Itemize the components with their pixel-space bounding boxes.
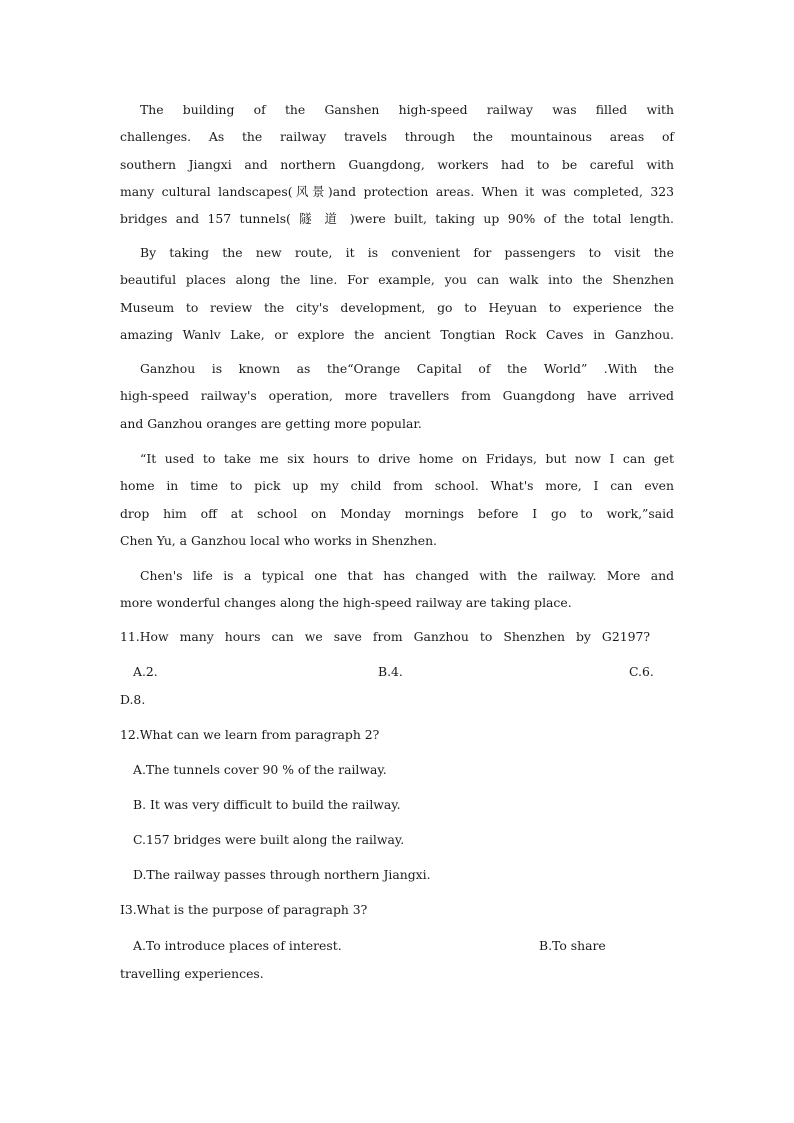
question-13-option-a[interactable]: A.To introduce places of interest. — [133, 938, 342, 953]
question-11-stem: 11.How many hours can we save from Ganzhou to Shenzhen by G2197? — [120, 629, 650, 644]
text-line: drop him off at school on Monday mornings before I go to work,”said — [120, 505, 674, 521]
question-11-option-d[interactable]: D.8. — [120, 692, 146, 707]
passage-paragraph-5 — [120, 562, 674, 617]
text-line: bridges and 157 tunnels( 隧 道 )were built, taking up 90% of the total length. — [120, 211, 674, 227]
text-line: home in time to pick up my child from school. What's more, I can even — [120, 478, 674, 494]
text-line: Museum to review the city's development, go to Heyuan to experience the — [120, 299, 674, 315]
question-12-option-c[interactable]: C.157 bridges were built along the railway. — [133, 832, 405, 847]
text-line: By taking the new route, it is convenient for passengers to visit the — [140, 245, 674, 260]
text-line: Ganzhou is known as the“Orange Capital of the World” .With the — [140, 361, 674, 376]
passage-paragraph-2 — [120, 239, 674, 348]
text-line: amazing Wanlv Lake, or explore the ancient Tongtian Rock Caves in Ganzhou. — [120, 326, 674, 342]
question-13-option-b-continued[interactable]: travelling experiences. — [120, 966, 264, 981]
text-line: many cultural landscapes(风景)and protection areas. When it was completed, 323 — [120, 183, 674, 199]
question-11-option-a[interactable]: A.2. — [133, 664, 158, 679]
passage-paragraph-1 — [120, 96, 674, 232]
question-11-option-c[interactable]: C.6. — [629, 664, 654, 679]
question-13-option-b[interactable]: B.To share — [539, 938, 606, 953]
text-line: Chen's life is a typical one that has changed with the railway. More and — [140, 568, 674, 583]
passage-paragraph-4 — [120, 445, 674, 554]
question-13-stem: I3.What is the purpose of paragraph 3? — [120, 902, 368, 917]
text-line: high-speed railway's operation, more travellers from Guangdong have arrived — [120, 388, 674, 404]
text-line: The building of the Ganshen high-speed railway was filled with — [140, 102, 674, 117]
text-line: and Ganzhou oranges are getting more popular. — [120, 415, 422, 431]
text-line: beautiful places along the line. For example, you can walk into the Shenzhen — [120, 272, 674, 288]
question-11-option-b[interactable]: B.4. — [378, 664, 403, 679]
text-line: challenges. As the railway travels through the mountainous areas of — [120, 129, 674, 145]
question-12-option-d[interactable]: D.The railway passes through northern Jiangxi. — [133, 867, 431, 882]
passage-paragraph-3 — [120, 355, 674, 437]
question-12-stem: 12.What can we learn from paragraph 2? — [120, 727, 380, 742]
text-line: more wonderful changes along the high-speed railway are taking place. — [120, 595, 572, 611]
text-line: “It used to take me six hours to drive home on Fridays, but now I can get — [140, 451, 674, 466]
question-12-option-a[interactable]: A.The tunnels cover 90 % of the railway. — [133, 762, 387, 777]
text-line: Chen Yu, a Ganzhou local who works in Shenzhen. — [120, 532, 438, 548]
question-12-option-b[interactable]: B. It was very difficult to build the railway. — [133, 797, 401, 812]
text-line: southern Jiangxi and northern Guangdong, workers had to be careful with — [120, 156, 674, 172]
